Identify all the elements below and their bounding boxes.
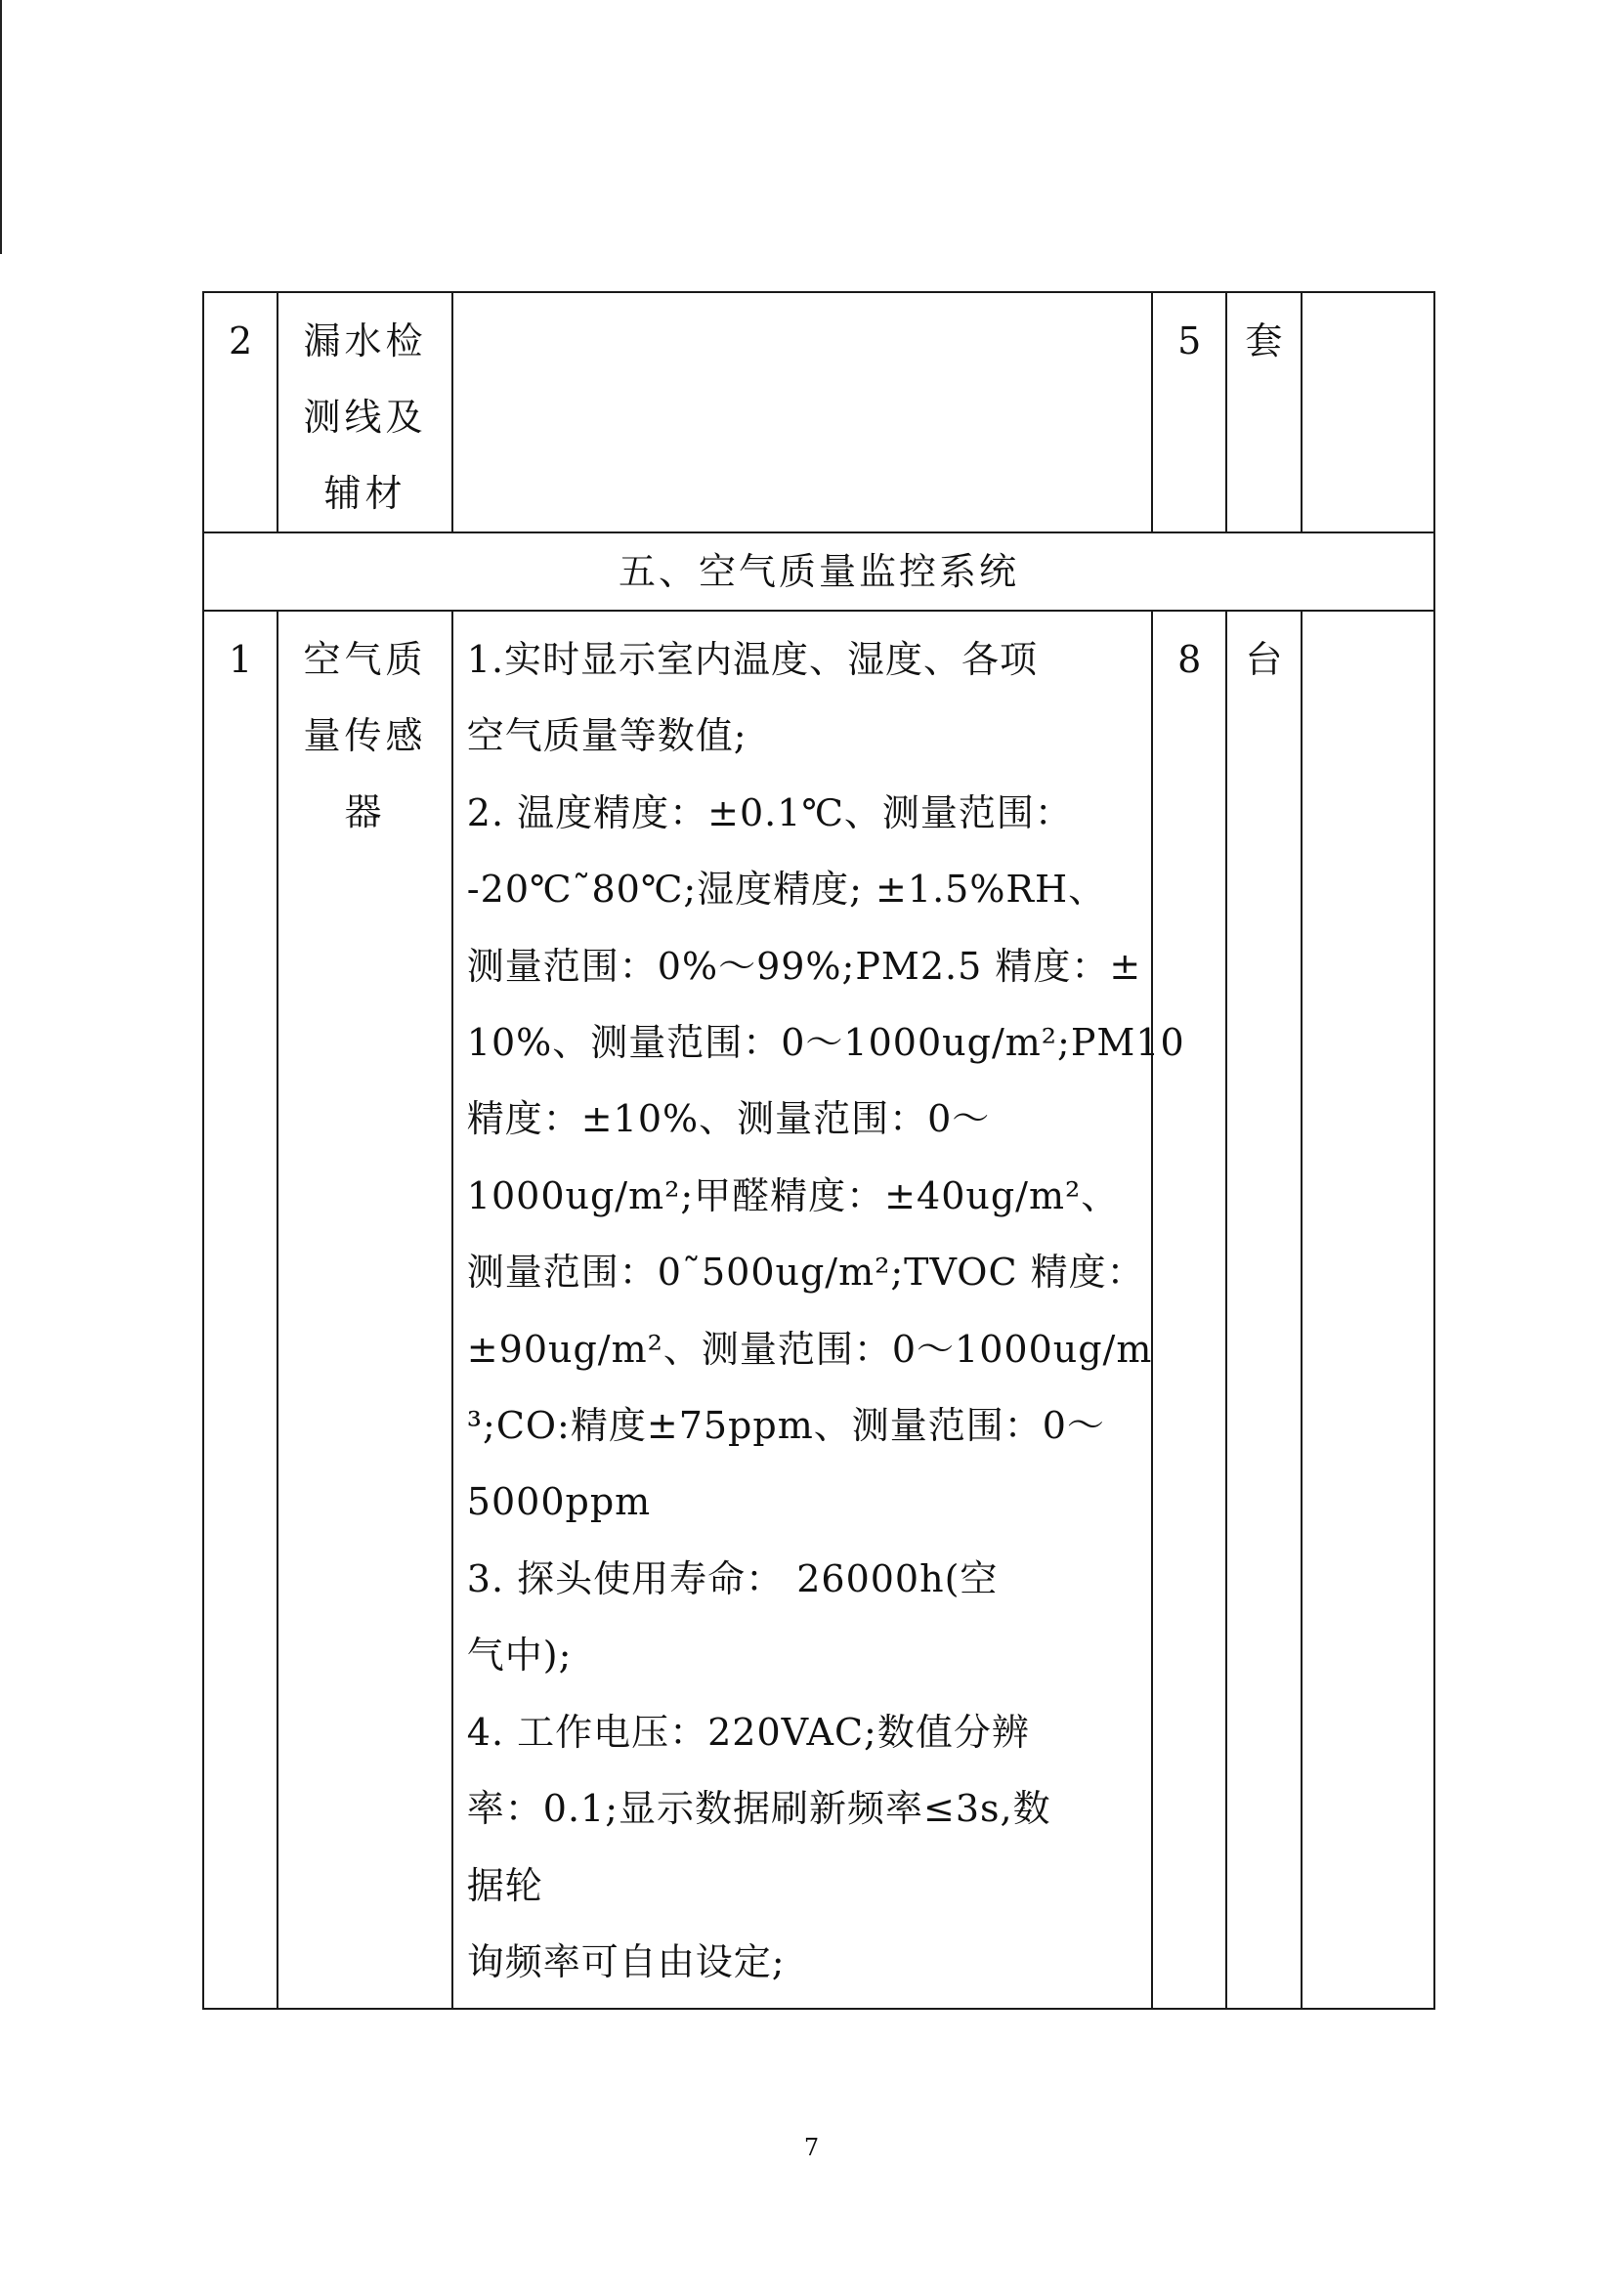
item-name-line: 量传感 bbox=[303, 714, 427, 757]
item-name-cell bbox=[278, 611, 452, 2009]
spec-line: 1000ug/m²;甲醛精度：±40ug/m²、 bbox=[466, 1173, 1120, 1217]
spec-line: 3. 探头使用寿命： 26000h(空 bbox=[466, 1556, 999, 1600]
spec-line: 据轮 bbox=[466, 1863, 543, 1907]
spec-line: ³;CO:精度±75ppm、测量范围：0～ bbox=[466, 1404, 1105, 1448]
spec-text-block bbox=[453, 612, 1185, 2008]
unit-cell: 台 bbox=[1226, 611, 1301, 2009]
equipment-spec-table bbox=[202, 291, 1435, 2010]
table-row-leak-detection bbox=[203, 292, 1434, 532]
spec-line: 2. 温度精度：±0.1℃、测量范围： bbox=[466, 790, 1073, 834]
item-name-line: 漏水检 bbox=[303, 319, 427, 362]
quantity-cell: 5 bbox=[1152, 292, 1226, 532]
note-cell bbox=[1302, 292, 1434, 532]
spec-line: 4. 工作电压：220VAC;数值分辨 bbox=[466, 1710, 1030, 1754]
spec-line: 10%、测量范围：0～1000ug/m²;PM10 bbox=[466, 1021, 1185, 1065]
item-name-cell bbox=[278, 292, 452, 532]
spec-line: 1.实时显示室内温度、湿度、各项 bbox=[466, 638, 1039, 681]
spec-line: ±90ug/m²、测量范围：0～1000ug/m bbox=[466, 1327, 1153, 1371]
spec-line: 测量范围：0˜500ug/m²;TVOC 精度： bbox=[466, 1251, 1145, 1295]
scan-edge-line bbox=[0, 0, 2, 254]
table-row-air-quality-sensor bbox=[203, 611, 1434, 2009]
spec-line: 率：0.1;显示数据刷新频率≤3s,数 bbox=[466, 1787, 1051, 1831]
section-title: 五、空气质量监控系统 bbox=[203, 532, 1434, 611]
unit-cell: 套 bbox=[1226, 292, 1301, 532]
spec-cell bbox=[452, 611, 1185, 2009]
page-number: 7 bbox=[803, 2134, 820, 2161]
spec-line: 询频率可自由设定; bbox=[466, 1939, 786, 1983]
spec-line: -20℃˜80℃;湿度精度; ±1.5%RH、 bbox=[466, 868, 1107, 912]
note-cell bbox=[1302, 611, 1434, 2009]
item-name-line: 空气质 bbox=[303, 638, 427, 681]
row-number-cell: 1 bbox=[203, 611, 278, 2009]
quantity-cell: 8 bbox=[1152, 611, 1226, 2009]
table-section-row bbox=[203, 532, 1434, 611]
item-name-line: 测线及 bbox=[303, 396, 427, 439]
spec-line: 气中); bbox=[466, 1634, 573, 1678]
spec-line: 空气质量等数值; bbox=[466, 714, 747, 758]
spec-cell bbox=[452, 292, 1152, 532]
spec-line: 5000ppm bbox=[466, 1480, 652, 1524]
spec-line: 精度：±10%、测量范围：0～ bbox=[466, 1097, 991, 1141]
spec-line: 测量范围：0%～99%;PM2.5 精度：± bbox=[466, 944, 1142, 988]
item-name-line: 辅材 bbox=[323, 472, 406, 515]
row-number-cell: 2 bbox=[203, 292, 278, 532]
item-name-line: 器 bbox=[344, 790, 386, 833]
